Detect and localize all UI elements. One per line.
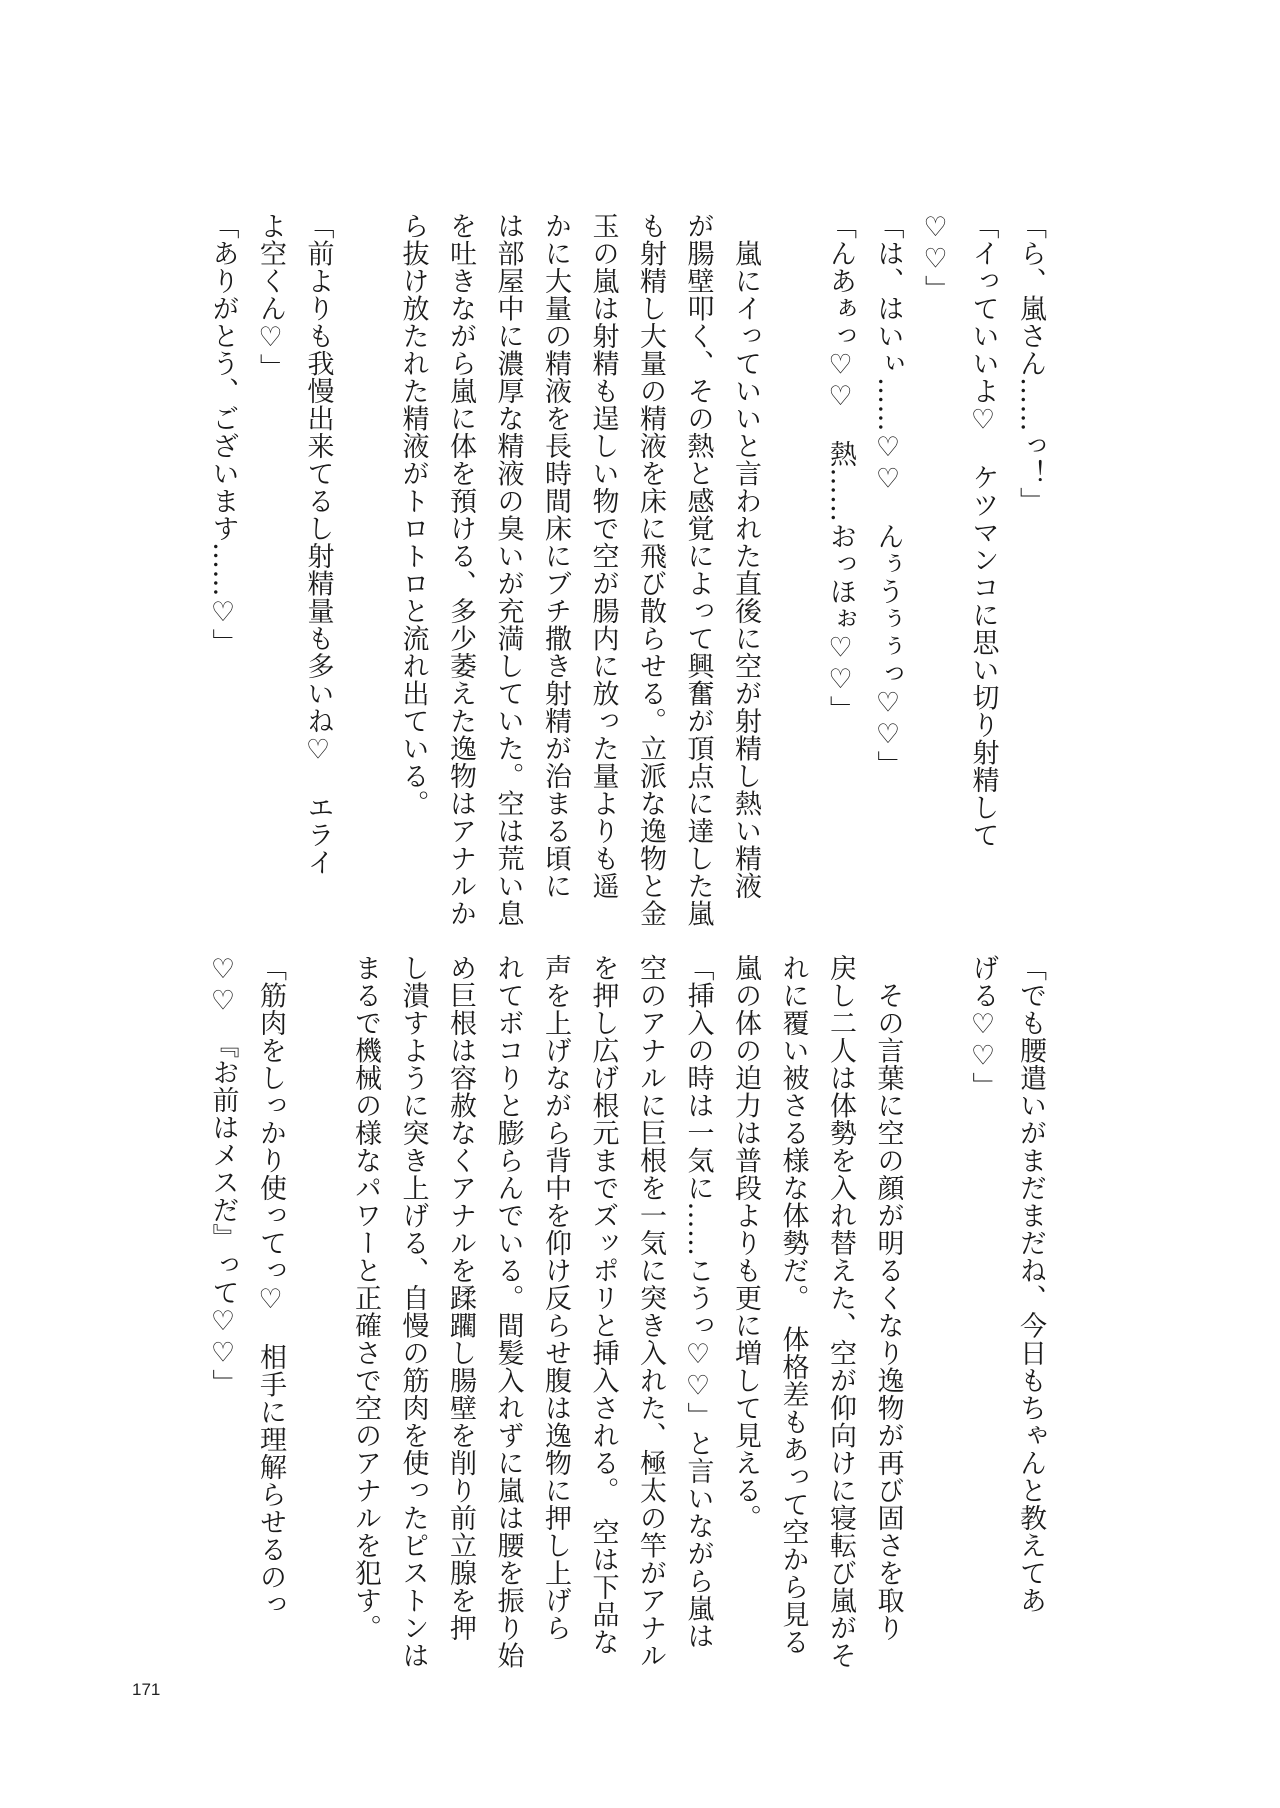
text-line: 嵐にイっていいと言われた直後に空が射精し熱い精液	[730, 212, 761, 900]
text-line: 「でも腰遣いがまだまだね、今日もちゃんと教えてあ	[1015, 954, 1046, 1614]
text-line: れに覆い被さる様な体勢だ。 体格差もあって空から見る	[777, 954, 809, 1656]
text-line: 「筋肉をしっかり使ってっ♡ 相手に理解らせるのっ	[255, 954, 286, 1618]
text-line: げる♡♡」	[967, 954, 999, 1100]
text-line: を吐きながら嵐に体を預ける、多少萎えた逸物はアナルか	[445, 212, 476, 927]
text-line: かに大量の精液を長時間床にブチ撒き射精が治まる頃に	[540, 212, 571, 900]
upper-text-block	[199, 212, 1054, 927]
text-line: 戻し二人は体勢を入れ替えた、空が仰向けに寝転び嵐がそ	[825, 954, 856, 1669]
text-line: 「イっていいよ♡ ケツマンコに思い切り射精して	[967, 212, 999, 849]
text-line: まるで機械の様なパワーと正確さで空のアナルを犯す。	[350, 954, 381, 1642]
text-line: その言葉に空の顔が明るくなり逸物が再び固さを取り	[872, 954, 904, 1642]
text-line: が腸壁叩く、その熱と感覚によって興奮が頂点に達した嵐	[682, 212, 714, 927]
text-line: も射精し大量の精液を床に飛び散らせる。立派な逸物と金	[635, 212, 666, 927]
text-line: れてボコりと膨らんでいる。間髪入れずに嵐は腰を振り始	[492, 954, 524, 1669]
text-line: 空のアナルに巨根を一気に突き入れた、極太の竿がアナル	[635, 954, 666, 1669]
page-number: 171	[132, 1680, 161, 1699]
text-line: ら抜け放たれた精液がトロトロと流れ出ている。	[397, 212, 429, 817]
text-line	[912, 954, 960, 1634]
text-line	[342, 212, 390, 892]
text-line: 玉の嵐は射精も逞しい物で空が腸内に放った量よりも遥	[587, 212, 619, 900]
text-line	[294, 954, 342, 1634]
text-line: 「ありがとう、ございます……♡」	[207, 212, 239, 656]
text-line: を押し広げ根元までズッポリと挿入される。 空は下品な	[587, 954, 619, 1656]
text-line: 「ら、嵐さん……っ！」	[1015, 212, 1046, 515]
text-line: 嵐の体の迫力は普段よりも更に増して見える。	[730, 954, 761, 1532]
text-line: 「んあぁっ♡♡ 熱……おっほぉ♡♡」	[825, 212, 856, 723]
text-line: 声を上げながら背中を仰け反らせ腹は逸物に押し上げら	[540, 954, 571, 1642]
text-line: ♡♡ 『お前はメスだ』って♡♡」	[207, 954, 239, 1397]
text-line: は部屋中に濃厚な精液の臭いが充満していた。空は荒い息	[492, 212, 524, 927]
text-line: 「前よりも我慢出来てるし射精量も多いね♡ エライ	[302, 212, 334, 876]
text-line: よ空くん♡」	[255, 212, 286, 381]
text-line: し潰すように突き上げる、自慢の筋肉を使ったピストンは	[397, 954, 429, 1669]
text-line: め巨根は容赦なくアナルを蹂躙し腸壁を削り前立腺を押	[445, 954, 476, 1642]
text-line: 「は、はいぃ……♡♡ んぅうぅぅっ♡♡」	[872, 212, 904, 778]
text-line: 「挿入の時は一気に……こうっ♡♡」と言いながら嵐は	[682, 954, 714, 1650]
lower-text-block	[199, 954, 1054, 1669]
text-line: ♡♡」	[920, 212, 951, 303]
text-line	[769, 212, 817, 892]
